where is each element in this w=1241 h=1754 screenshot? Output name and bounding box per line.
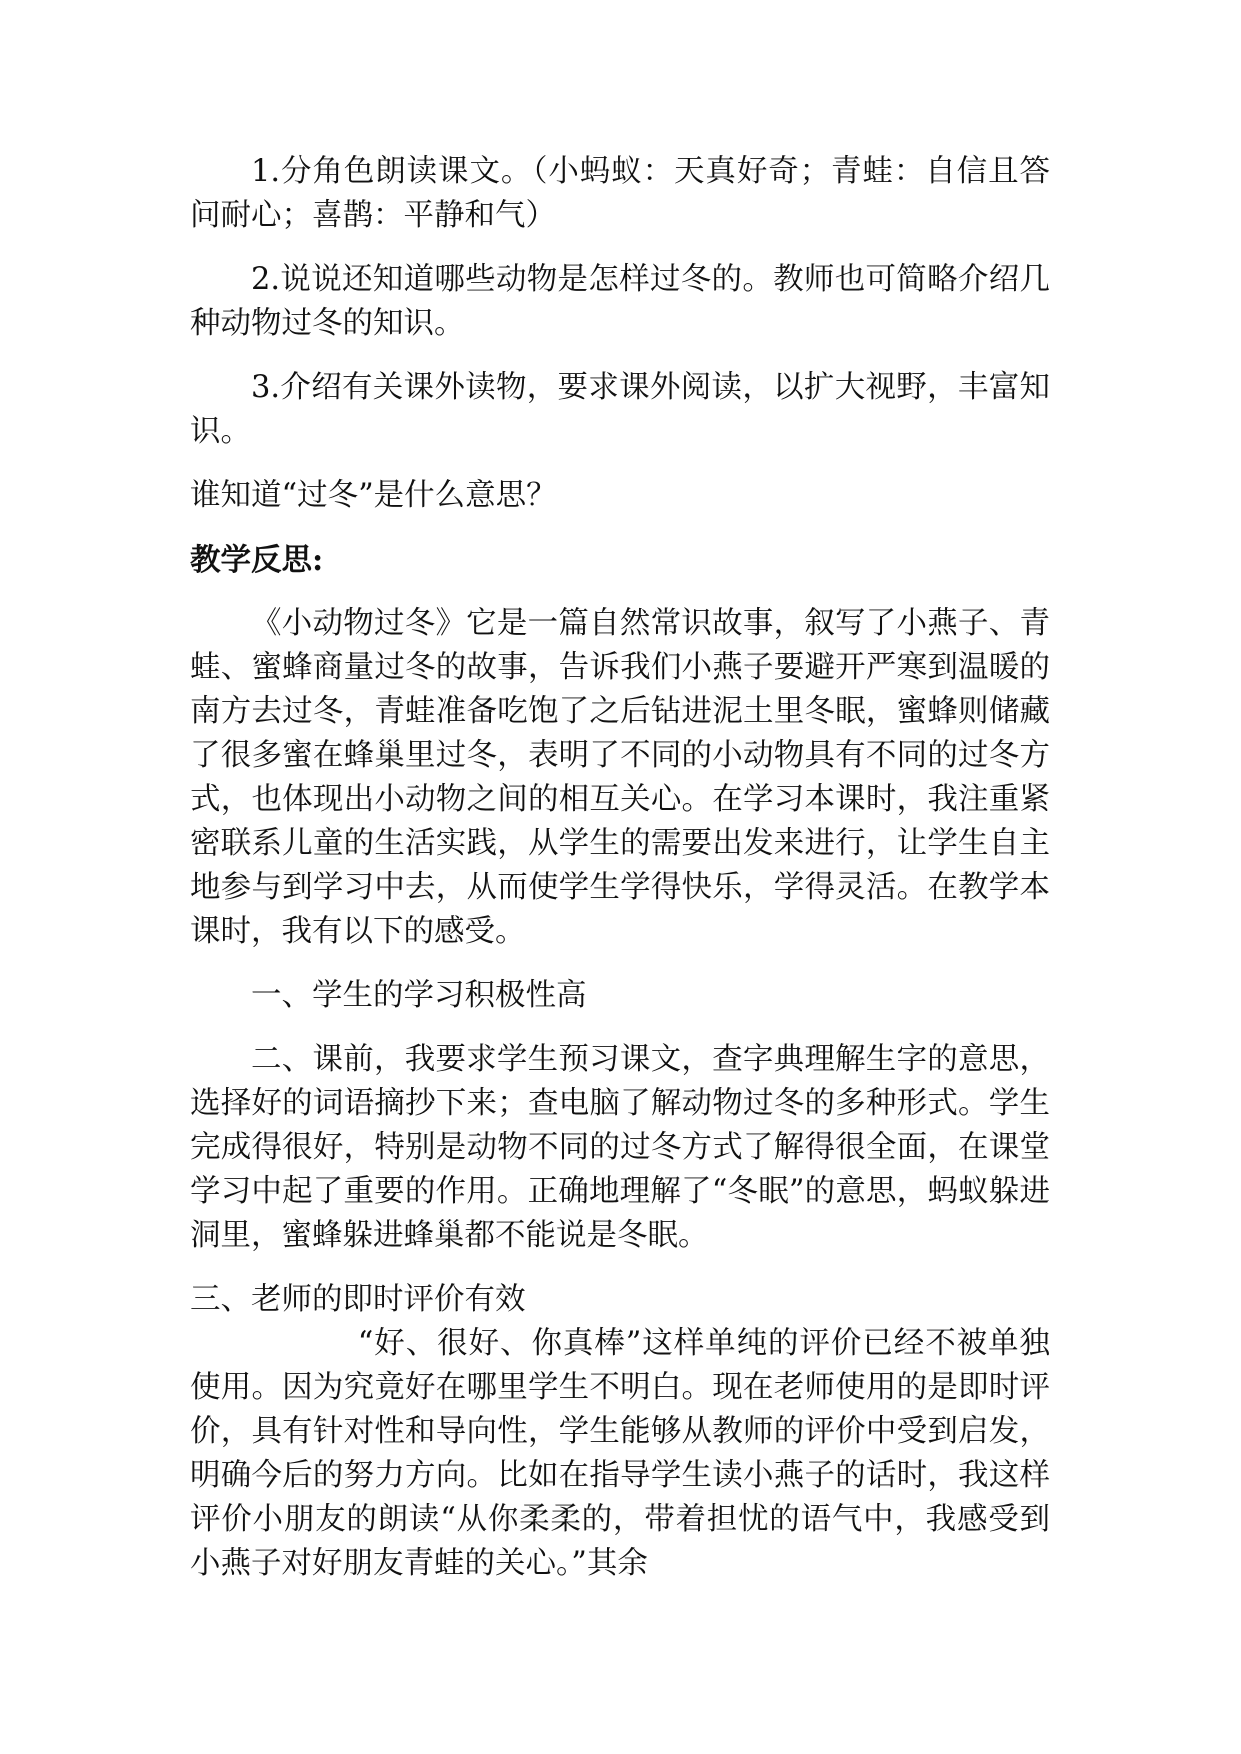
- question-text: 谁知道“过冬”是什么意思？: [190, 478, 557, 513]
- document-page: [190, 150, 1050, 1606]
- point-one: 一、学生的学习积极性高: [251, 978, 587, 1013]
- point-two: 二、课前，我要求学生预习课文，查字典理解生字的意思，选择好的词语摘抄下来；查电脑了解动物过冬的多种形式。学生完成得很好，特别是动物不同的过冬方式了解得很全面，在课堂学习中起了重要的作用。正确地理解了“冬眠”的意思，蚂蚁躲进洞里，蜜蜂躲进蜂巢都不能说是冬眠。: [190, 1042, 1050, 1253]
- point-three-body: “好、很好、你真棒”这样单纯的评价已经不被单独使用。因为究竟好在哪里学生不明白。现在老师使用的是即时评价，具有针对性和导向性，学生能够从教师的评价中受到启发，明确今后的努力方向。比如在指导学生读小燕子的话时，我这样评价小朋友的朗读“从你柔柔的，带着担忧的语气中，我感受到小燕子对好朋友青蛙的关心。”其余: [190, 1326, 1050, 1581]
- reflection-heading: 教学反思:: [190, 542, 324, 578]
- reflection-intro: 《小动物过冬》它是一篇自然常识故事，叙写了小燕子、青蛙、蜜蜂商量过冬的故事，告诉我们小燕子要避开严寒到温暖的南方去过冬，青蛙准备吃饱了之后钻进泥土里冬眠，蜜蜂则储藏了很多蜜在蜂巢里过冬，表明了不同的小动物具有不同的过冬方式，也体现出小动物之间的相互关心。在学习本课时，我注重紧密联系儿童的生活实践，从学生的需要出发来进行，让学生自主地参与到学习中去，从而使学生学得快乐，学得灵活。在教学本课时，我有以下的感受。: [190, 606, 1050, 949]
- activity-item-3: 3.介绍有关课外读物，要求课外阅读，以扩大视野，丰富知识。: [190, 370, 1050, 449]
- activity-item-2: 2.说说还知道哪些动物是怎样过冬的。教师也可简略介绍几种动物过冬的知识。: [190, 262, 1050, 341]
- activity-item-1: 1.分角色朗读课文。（小蚂蚁：天真好奇；青蛙：自信且答问耐心；喜鹊：平静和气）: [190, 154, 1050, 233]
- point-three-heading: 三、老师的即时评价有效: [190, 1282, 526, 1317]
